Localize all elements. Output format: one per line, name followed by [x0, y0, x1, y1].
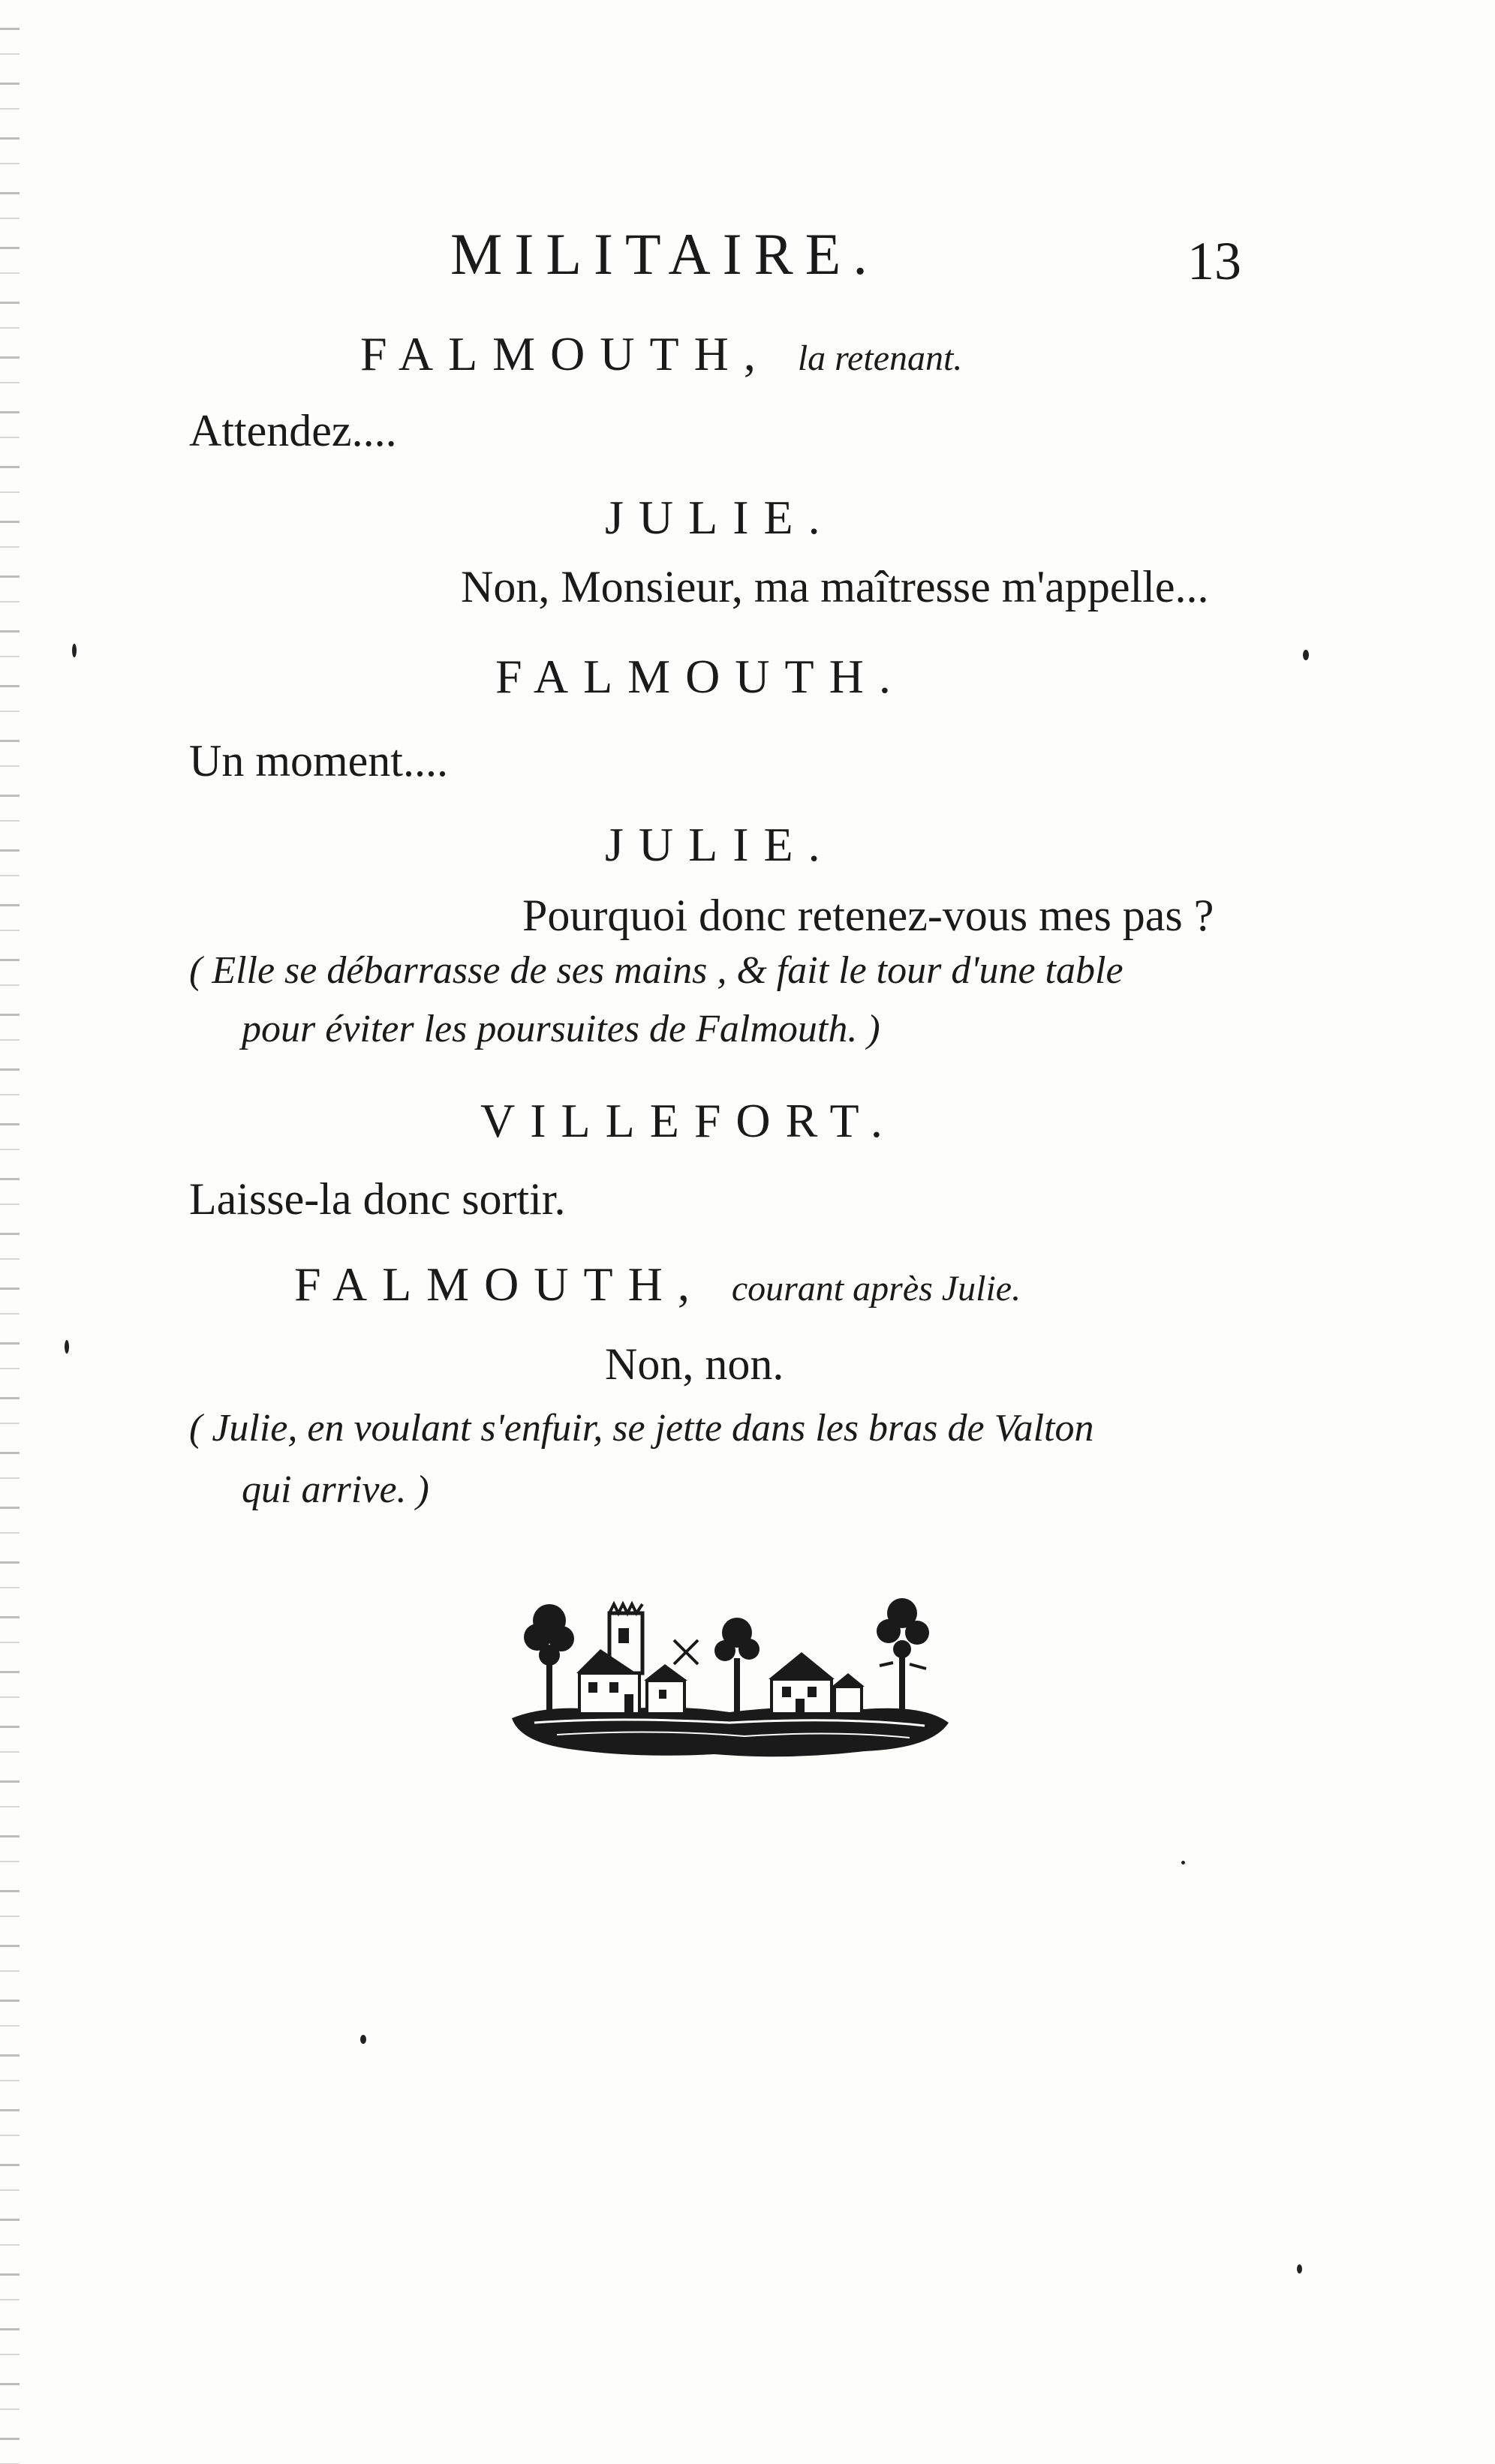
speech-line: Un moment.... [189, 736, 448, 786]
speech-line: Non, Monsieur, ma maîtresse m'appelle... [461, 562, 1209, 611]
speech-line: Non, non. [605, 1339, 784, 1389]
print-speck [1181, 1861, 1185, 1865]
speech-line: Attendez.... [189, 406, 397, 455]
stage-direction: qui arrive. ) [242, 1468, 429, 1511]
speaker-name: FALMOUTH, [294, 1258, 705, 1311]
page-number: 13 [1187, 231, 1241, 291]
speaker-name: VILLEFORT. [480, 1094, 898, 1147]
speech-line: Laisse-la donc sortir. [189, 1174, 566, 1224]
speaker-name: FALMOUTH, [360, 327, 771, 380]
print-speck [1297, 2264, 1302, 2273]
print-speck [1303, 650, 1309, 660]
print-speck [360, 2035, 366, 2044]
speaker-heading [360, 327, 963, 380]
stage-direction: pour éviter les poursuites de Falmouth. ) [242, 1008, 880, 1050]
village-vignette-icon [504, 1591, 955, 1771]
speaker-name: JULIE. [605, 491, 835, 544]
stage-direction: ( Elle se débarrasse de ses mains , & fait le tour d'une table [189, 949, 1124, 992]
speaker-name: JULIE. [605, 818, 835, 871]
speaker-heading [294, 1258, 1021, 1311]
binding-edge [0, 0, 20, 2464]
speech-line: Pourquoi donc retenez-vous mes pas ? [522, 891, 1214, 940]
print-speck [72, 644, 77, 657]
speaker-direction: courant après Julie. [731, 1269, 1021, 1309]
speaker-name: FALMOUTH. [495, 650, 906, 703]
stage-direction: ( Julie, en voulant s'enfuir, se jette dans les bras de Valton [189, 1407, 1094, 1450]
speaker-direction: la retenant. [797, 338, 963, 378]
running-title: MILITAIRE. [450, 221, 880, 287]
print-speck [65, 1340, 69, 1354]
